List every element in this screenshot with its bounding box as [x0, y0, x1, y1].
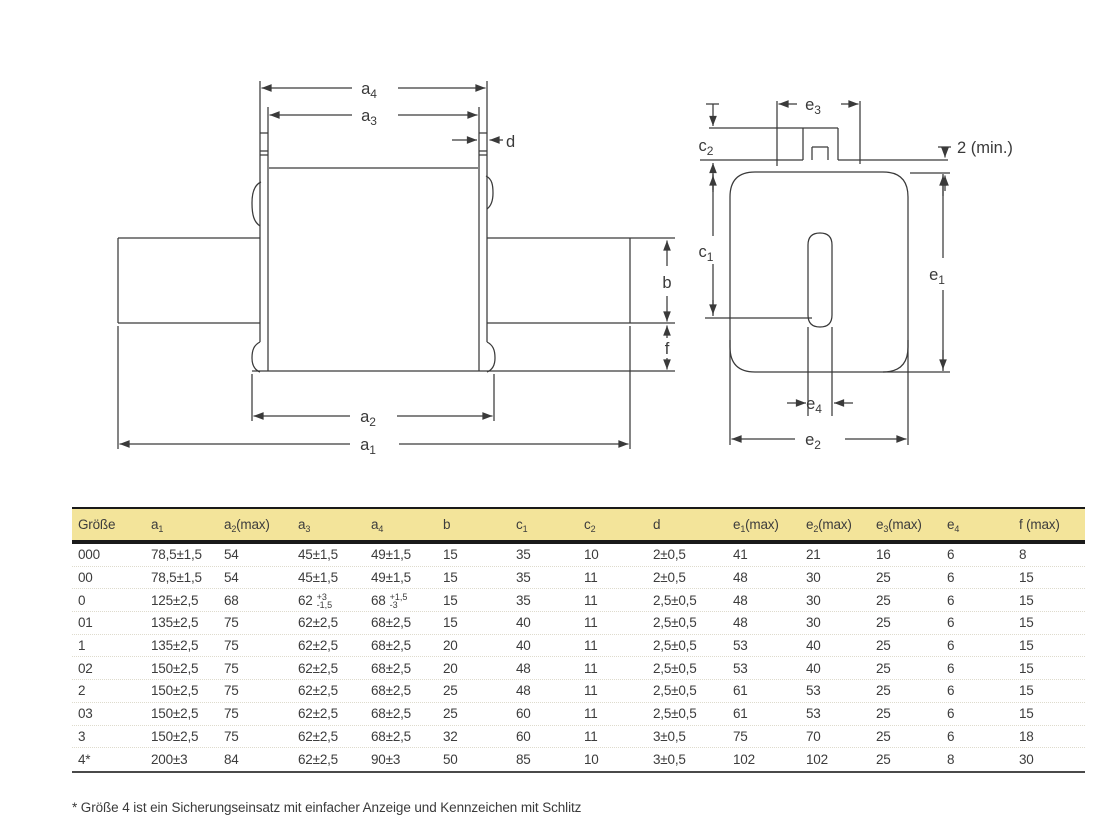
table-cell: 8 — [1019, 547, 1027, 563]
table-cell: 6 — [947, 728, 955, 744]
table-cell: 54 — [224, 547, 239, 563]
table-cell: 2,5±0,5 — [653, 615, 697, 631]
table-cell: 75 — [733, 728, 748, 744]
column-header: c 2 — [584, 517, 596, 534]
table-cell: 15 — [443, 592, 458, 608]
table-cell: 62±2,5 — [298, 615, 338, 631]
table-cell: 25 — [876, 706, 891, 722]
table-cell: 2,5±0,5 — [653, 706, 697, 722]
table-cell: 62±2,5 — [298, 706, 338, 722]
table-cell: 48 — [733, 570, 748, 586]
table-row — [72, 680, 1085, 703]
table-cell: 15 — [1019, 570, 1034, 586]
table-cell: 11 — [584, 706, 598, 722]
dim-label-c2: $c_2$ — [698, 137, 714, 158]
table-cell: 25 — [876, 752, 891, 768]
table-cell: 0 — [78, 592, 86, 608]
table-body — [72, 544, 1085, 773]
table-cell: 53 — [806, 706, 821, 722]
table-cell: 135±2,5 — [151, 615, 199, 631]
table-cell: 78,5±1,5 — [151, 570, 202, 586]
column-header: e 2 (max) — [806, 517, 852, 534]
dimension-table — [72, 507, 1085, 773]
table-cell: 15 — [443, 547, 458, 563]
table-cell: 15 — [1019, 615, 1034, 631]
dim-label-c1: $c_1$ — [698, 243, 714, 264]
table-cell: 2 — [78, 683, 86, 699]
table-cell: 60 — [516, 706, 531, 722]
table-cell: 20 — [443, 660, 458, 676]
table-cell: 11 — [584, 615, 598, 631]
table-cell: 25 — [876, 683, 891, 699]
table-cell: 54 — [224, 570, 239, 586]
table-cell: 11 — [584, 638, 598, 654]
table-cell: 40 — [516, 638, 531, 654]
table-cell: 8 — [947, 752, 955, 768]
table-row — [72, 748, 1085, 771]
table-cell: 48 — [516, 660, 531, 676]
table-cell: 62±2,5 — [298, 660, 338, 676]
table-cell: 53 — [806, 683, 821, 699]
front-view-drawing — [118, 81, 675, 449]
table-cell: 25 — [876, 570, 891, 586]
column-header: f (max) — [1019, 517, 1060, 532]
table-cell: 35 — [516, 547, 531, 563]
table-cell: 4* — [78, 752, 91, 768]
dim-label-a1: $a_1$ — [360, 436, 376, 457]
table-cell: 135±2,5 — [151, 638, 199, 654]
table-cell: 49±1,5 — [371, 570, 411, 586]
table-cell: 50 — [443, 752, 458, 768]
table-cell: 1 — [78, 638, 86, 654]
table-cell: 75 — [224, 683, 239, 699]
table-cell: 68±2,5 — [371, 660, 411, 676]
table-cell: 102 — [733, 752, 755, 768]
table-row — [72, 612, 1085, 635]
front-view-labels — [360, 80, 672, 457]
table-cell: 150±2,5 — [151, 706, 199, 722]
table-cell: 60 — [516, 728, 531, 744]
table-cell: 62±2,5 — [298, 683, 338, 699]
table-cell: 25 — [443, 706, 458, 722]
table-cell: 68 — [224, 592, 239, 608]
table-cell: 75 — [224, 706, 239, 722]
table-cell: 25 — [876, 592, 891, 608]
table-cell: 25 — [876, 660, 891, 676]
dim-label-b: b — [662, 274, 672, 292]
table-cell: 35 — [516, 592, 531, 608]
side-view-labels — [699, 96, 1013, 452]
table-cell: 40 — [806, 638, 821, 654]
table-cell: 25 — [876, 615, 891, 631]
table-cell: 45±1,5 — [298, 547, 338, 563]
table-cell: 61 — [733, 683, 748, 699]
table-cell: 6 — [947, 547, 955, 563]
column-header: a 1 — [151, 517, 164, 534]
table-cell: 15 — [443, 615, 458, 631]
table-cell: 3 — [78, 728, 86, 744]
dim-label-a2: $a_2$ — [360, 408, 376, 429]
table-cell: 68 +1,5 -3 — [371, 591, 408, 611]
table-cell: 2,5±0,5 — [653, 592, 697, 608]
table-cell: 68±2,5 — [371, 728, 411, 744]
table-cell: 125±2,5 — [151, 592, 199, 608]
column-header: e 1 (max) — [733, 517, 779, 534]
table-cell: 102 — [806, 752, 828, 768]
table-cell: 150±2,5 — [151, 683, 199, 699]
table-cell: 2,5±0,5 — [653, 660, 697, 676]
table-cell: 16 — [876, 547, 891, 563]
table-cell: 68±2,5 — [371, 683, 411, 699]
table-cell: 30 — [806, 570, 821, 586]
table-cell: 75 — [224, 728, 239, 744]
column-header: e 4 — [947, 517, 960, 534]
table-cell: 01 — [78, 615, 93, 631]
table-cell: 30 — [806, 592, 821, 608]
table-cell: 75 — [224, 615, 239, 631]
table-cell: 53 — [733, 660, 748, 676]
table-cell: 70 — [806, 728, 821, 744]
table-row — [72, 544, 1085, 567]
table-cell: 41 — [733, 547, 748, 563]
table-cell: 78,5±1,5 — [151, 547, 202, 563]
table-cell: 84 — [224, 752, 239, 768]
table-cell: 02 — [78, 660, 93, 676]
table-cell: 3±0,5 — [653, 728, 686, 744]
table-cell: 62±2,5 — [298, 728, 338, 744]
table-cell: 25 — [443, 683, 458, 699]
column-header: d — [653, 517, 661, 532]
table-cell: 150±2,5 — [151, 728, 199, 744]
column-header: c 1 — [516, 517, 528, 534]
table-cell: 62±2,5 — [298, 638, 338, 654]
table-cell: 21 — [806, 547, 821, 563]
column-header: a 4 — [371, 517, 384, 534]
table-cell: 200±3 — [151, 752, 188, 768]
side-view-drawing — [700, 101, 951, 445]
table-cell: 20 — [443, 638, 458, 654]
table-cell: 40 — [806, 660, 821, 676]
table-header — [72, 507, 1085, 544]
table-cell: 48 — [516, 683, 531, 699]
table-cell: 150±2,5 — [151, 660, 199, 676]
table-cell: 90±3 — [371, 752, 401, 768]
table-cell: 53 — [733, 638, 748, 654]
table-cell: 00 — [78, 570, 93, 586]
table-cell: 75 — [224, 660, 239, 676]
column-header: Größe — [78, 517, 116, 532]
dim-label-e3: $e_3$ — [805, 96, 821, 117]
table-cell: 15 — [1019, 683, 1034, 699]
table-row — [72, 589, 1085, 612]
table-cell: 15 — [443, 570, 458, 586]
table-header-row — [72, 509, 1085, 540]
table-cell: 68±2,5 — [371, 706, 411, 722]
table-cell: 68±2,5 — [371, 615, 411, 631]
table-row — [72, 567, 1085, 590]
table-cell: 68±2,5 — [371, 638, 411, 654]
table-cell: 62±2,5 — [298, 752, 338, 768]
table-cell: 11 — [584, 592, 598, 608]
table-cell: 11 — [584, 570, 598, 586]
table-cell: 6 — [947, 592, 955, 608]
table-cell: 6 — [947, 706, 955, 722]
footnote: * Größe 4 ist ein Sicherungseinsatz mit einfacher Anzeige und Kennzeichen mit Schlitz — [72, 800, 582, 815]
dim-label-d: d — [506, 133, 516, 151]
column-header: b — [443, 517, 451, 532]
dim-label-a3: $a_3$ — [361, 107, 377, 128]
dim-label-e2: $e_2$ — [805, 431, 821, 452]
table-cell: 45±1,5 — [298, 570, 338, 586]
table-cell: 61 — [733, 706, 748, 722]
table-cell: 15 — [1019, 706, 1034, 722]
table-cell: 75 — [224, 638, 239, 654]
table-cell: 48 — [733, 615, 748, 631]
table-cell: 11 — [584, 660, 598, 676]
table-cell: 03 — [78, 706, 93, 722]
column-header: a 3 — [298, 517, 311, 534]
table-cell: 30 — [1019, 752, 1034, 768]
table-cell: 40 — [516, 615, 531, 631]
table-cell: 2±0,5 — [653, 570, 686, 586]
table-cell: 35 — [516, 570, 531, 586]
table-cell: 25 — [876, 728, 891, 744]
table-cell: 2,5±0,5 — [653, 638, 697, 654]
table-row — [72, 657, 1085, 680]
table-cell: 11 — [584, 683, 598, 699]
table-cell: 6 — [947, 638, 955, 654]
dim-label-f: f — [664, 340, 670, 358]
table-row — [72, 635, 1085, 658]
table-cell: 2,5±0,5 — [653, 683, 697, 699]
table-cell: 6 — [947, 615, 955, 631]
column-header: e 3 (max) — [876, 517, 922, 534]
table-cell: 15 — [1019, 592, 1034, 608]
table-cell: 15 — [1019, 638, 1034, 654]
table-cell: 30 — [806, 615, 821, 631]
table-cell: 10 — [584, 547, 599, 563]
table-cell: 62 +3 -1,5 — [298, 591, 333, 611]
table-cell: 49±1,5 — [371, 547, 411, 563]
dim-label-min2: 2 (min.) — [957, 139, 1013, 157]
table-cell: 10 — [584, 752, 599, 768]
table-cell: 000 — [78, 547, 100, 563]
dim-label-e4: $e_4$ — [806, 395, 822, 416]
table-cell: 3±0,5 — [653, 752, 686, 768]
table-cell: 48 — [733, 592, 748, 608]
table-cell: 6 — [947, 683, 955, 699]
table-cell: 15 — [1019, 660, 1034, 676]
table-row — [72, 726, 1085, 749]
dim-label-a4: $a_4$ — [361, 80, 377, 101]
table-cell: 18 — [1019, 728, 1034, 744]
table-cell: 11 — [584, 728, 598, 744]
table-cell: 6 — [947, 570, 955, 586]
table-cell: 85 — [516, 752, 531, 768]
column-header: a 2 (max) — [224, 517, 270, 534]
table-cell: 6 — [947, 660, 955, 676]
dim-label-e1: $e_1$ — [929, 266, 945, 287]
table-cell: 32 — [443, 728, 458, 744]
table-cell: 25 — [876, 638, 891, 654]
table-cell: 2±0,5 — [653, 547, 686, 563]
table-row — [72, 703, 1085, 726]
